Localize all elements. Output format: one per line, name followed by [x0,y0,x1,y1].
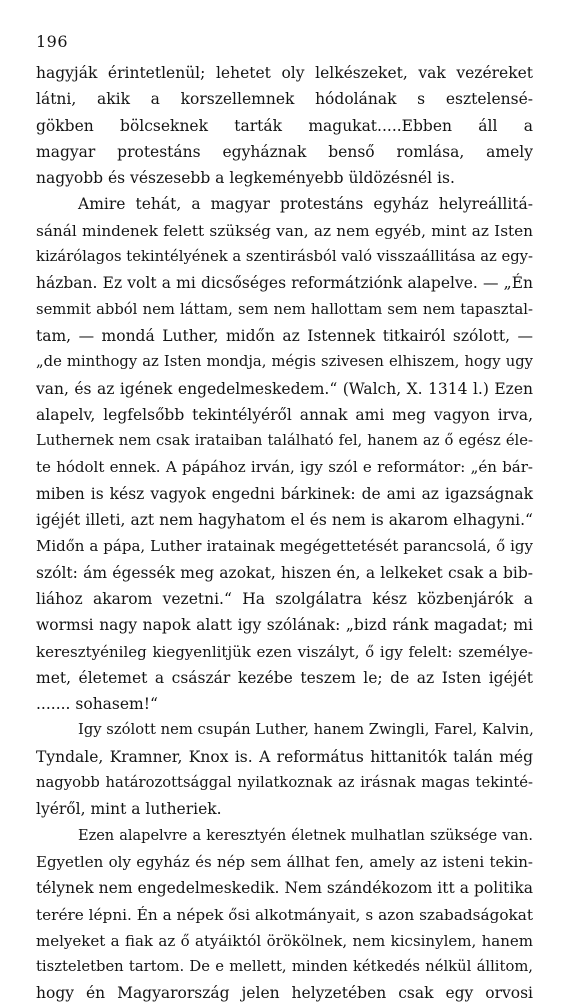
text-line-16: te hódolt ennek. A pápához irván, igy szól e reformátor: „én bár- [36,458,533,477]
text-line-23: keresztyénileg kiegyenlitjük ezen viszályt, ő igy felelt: személye- [36,642,533,661]
text-line-5: nagyobb és vészesebb a legkeményebb üldözésnél is. [36,169,455,188]
text-line-3: gökben bölcseknek tarták magukat.....Ebben áll a [36,116,533,135]
text-line-1: hagyják érintetlenül; lehetet oly lelkészeket, vak vezéreket [36,64,533,82]
text-line-17: miben is kész vagyok engedni bárkinek: de ami az igazságnak [36,484,533,503]
text-line-29: lyéről, mint a lutheriek. [36,800,222,819]
text-line-10: semmit abból nem láttam, sem nem hallottam sem nem tapasztal- [36,300,533,318]
text-line-33: terére lépni. Én a népek ősi alkotmányait, s azon szabadságokat [36,905,533,924]
text-line-7: sánál mindenek felett szükség van, az nem egyéb, mint az Isten [36,221,533,240]
text-line-4: magyar protestáns egyháznak benső romlása, amely [36,142,533,161]
text-line-27: Tyndale, Kramner, Knox is. A református hittanitók talán még [36,747,533,766]
text-line-2: látni, akik a korszellemnek hódolának s esztelensé- [36,90,533,109]
text-line-30: Ezen alapelvre a keresztyén életnek mulhatlan szüksége van. [78,827,533,844]
text-line-32: télynek nem engedelmeskedik. Nem szándékozom itt a politika [36,879,533,898]
text-line-26: Igy szólott nem csupán Luther, hanem Zwingli, Farel, Kalvin, [78,721,534,739]
text-line-34: melyeket a fiak az ő atyáiktól örökölnek, nem kicsinylem, hanem [36,931,533,950]
text-line-21: liához akarom vezetni.“ Ha szolgálatra kész közbenjárók a [36,589,533,608]
text-line-8: kizárólagos tekintélyének a szentirásból való visszaállitása az egy- [36,248,533,266]
text-line-20: szólt: ám égessék meg azokat, hiszen én, a lelkeket csak a bib- [36,563,533,582]
text-line-11: tam, — mondá Luther, midőn az Istennek titkairól szólott, — [36,326,533,345]
text-line-9: házban. Ez volt a mi dicsőséges reformátziónk alapelve. — „Én [36,274,533,293]
text-line-31: Egyetlen oly egyház és nép sem állhat fen, amely az isteni tekin- [36,852,533,871]
page-number: 196 [36,32,69,51]
text-line-6: Amire tehát, a magyar protestáns egyház helyreállitá- [78,195,533,214]
text-line-24: met, életemet a császár kezébe teszem le; de az Isten igéjét [36,668,533,687]
text-line-28: nagyobb határozottsággal nyilatkoznak az irásnak magas tekinté- [36,774,533,792]
text-line-14: alapelv, legfelsőbb tekintélyéről annak ami meg vagyon irva, [36,405,533,424]
text-line-35: tiszteletben tartom. De e mellett, minden kétkedés nélkül állitom, [36,958,533,976]
page-body [36,60,533,1007]
text-line-15: Luthernek nem csak irataiban található fel, hanem az ő egész éle- [36,432,533,450]
text-line-36: hogy én Magyarország jelen helyzetében csak egy orvosi [36,984,533,1003]
text-line-18: igéjét illeti, azt nem hagyhatom el és nem is akarom elhagyni.“ [36,511,533,530]
text-line-19: Midőn a pápa, Luther iratainak megégettetését parancsolá, ő igy [36,537,533,556]
text-line-12: „de minthogy az Isten mondja, mégis szivesen elhiszem, hogy ugy [36,353,533,371]
text-line-22: wormsi nagy napok alatt igy szólának: „bizd ránk magadat; mi [36,616,533,635]
text-line-25: ....... sohasem!“ [36,695,158,714]
text-line-13: van, és az igének engedelmeskedem.“ (Walch, X. 1314 l.) Ezen [36,379,533,398]
